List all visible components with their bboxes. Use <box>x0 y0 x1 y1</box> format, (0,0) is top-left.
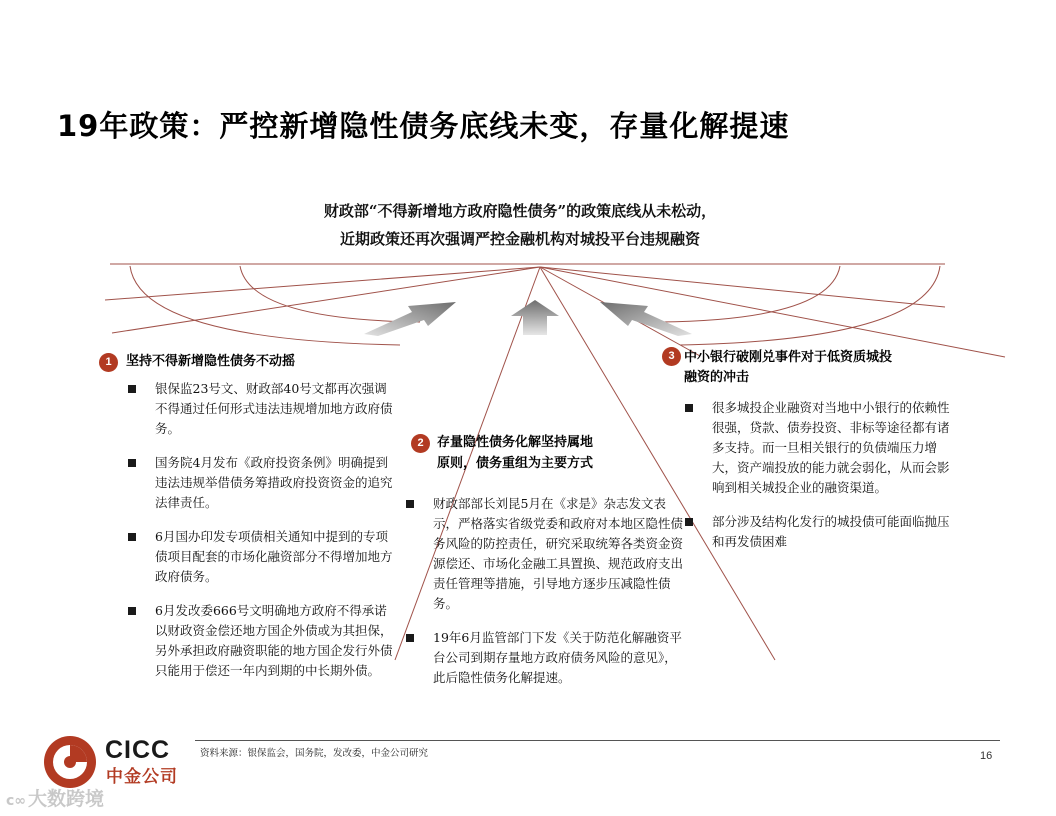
page-number: 16 <box>980 750 993 762</box>
arrow-center-icon <box>505 298 565 336</box>
list-item: 部分涉及结构化发行的城投债可能面临抛压和再发债困难 <box>682 512 950 552</box>
logo-text-cn: 中金公司 <box>106 767 178 787</box>
section-2-number: 2 <box>411 434 430 453</box>
list-item: 6月国办印发专项债相关通知中提到的专项债项目配套的市场化融资部分不得增加地方政府债务。 <box>125 527 395 587</box>
list-item: 很多城投企业融资对当地中小银行的依赖性很强，贷款、债券投资、非标等途径都有诸多支持。而一旦相关银行的负债端压力增大，资产端投放的能力就会弱化，从而会影响到相关城投企业的融资渠道。 <box>682 398 950 498</box>
bullet-square-icon <box>685 404 693 412</box>
fan-line <box>105 267 540 300</box>
section-1-bullets <box>125 379 395 695</box>
section-1-number: 1 <box>99 353 118 372</box>
footer-divider <box>195 740 1000 741</box>
section-1-heading: 坚持不得新增隐性债务不动摇 <box>126 354 296 369</box>
page-title: 19年政策：严控新增隐性债务底线未变，存量化解提速 <box>57 109 790 143</box>
list-item: 财政部部长刘昆5月在《求是》杂志发文表示，严格落实省级党委和政府对本地区隐性债务风险的防控责任，研究采取统筹各类资金资源偿还、市场化金融工具置换、规范政府支出责任管理等措施，引导地方逐步压减隐性债务。 <box>403 494 685 614</box>
watermark-text: 大数跨境 <box>27 788 104 810</box>
watermark <box>6 784 104 811</box>
arrow-left-icon <box>360 298 460 338</box>
list-item: 国务院4月发布《政府投资条例》明确提到违法违规举借债务筹措政府投资资金的追究法律责任。 <box>125 453 395 513</box>
arrow-right-icon <box>596 298 696 338</box>
section-3-heading-line-2: 融资的冲击 <box>684 370 750 385</box>
section-2-heading-line-2: 原则，债务重组为主要方式 <box>437 456 594 471</box>
lead-line-2: 近期政策还再次强调严控金融机构对城投平台违规融资 <box>339 230 700 248</box>
lead-line-1: 财政部“不得新增地方政府隐性债务”的政策底线从未松动， <box>323 202 717 220</box>
bullet-square-icon <box>685 518 693 526</box>
list-item: 19年6月监管部门下发《关于防范化解融资平台公司到期存量地方政府债务风险的意见》，此后隐性债务化解提速。 <box>403 628 685 688</box>
section-2-bullets <box>403 494 685 702</box>
logo-text-en: CICC <box>105 736 171 764</box>
arc-right-outer <box>680 266 940 345</box>
bullet-square-icon <box>128 607 136 615</box>
list-item: 银保监23号文、财政部40号文都再次强调不得通过任何形式违法违规增加地方政府债务。 <box>125 379 395 439</box>
section-3-heading-line-1: 中小银行破刚兑事件对于低资质城投 <box>684 350 893 365</box>
bullet-square-icon <box>128 533 136 541</box>
bullet-square-icon <box>128 459 136 467</box>
section-2-heading-line-1: 存量隐性债务化解坚持属地 <box>437 435 594 450</box>
section-3-number: 3 <box>662 347 681 366</box>
source-note: 资料来源：银保监会，国务院，发改委，中金公司研究 <box>200 748 429 759</box>
bullet-square-icon <box>406 634 414 642</box>
bullet-square-icon <box>406 500 414 508</box>
watermark-icon: ᴄ∞ <box>6 793 26 809</box>
list-item: 6月发改委666号文明确地方政府不得承诺以财政资金偿还地方国企外债或为其担保，另外承担政府融资职能的地方国企发行外债只能用于偿还一年内到期的中长期外债。 <box>125 601 395 681</box>
section-3-bullets <box>682 398 950 566</box>
bullet-square-icon <box>128 385 136 393</box>
fan-line <box>112 267 540 333</box>
